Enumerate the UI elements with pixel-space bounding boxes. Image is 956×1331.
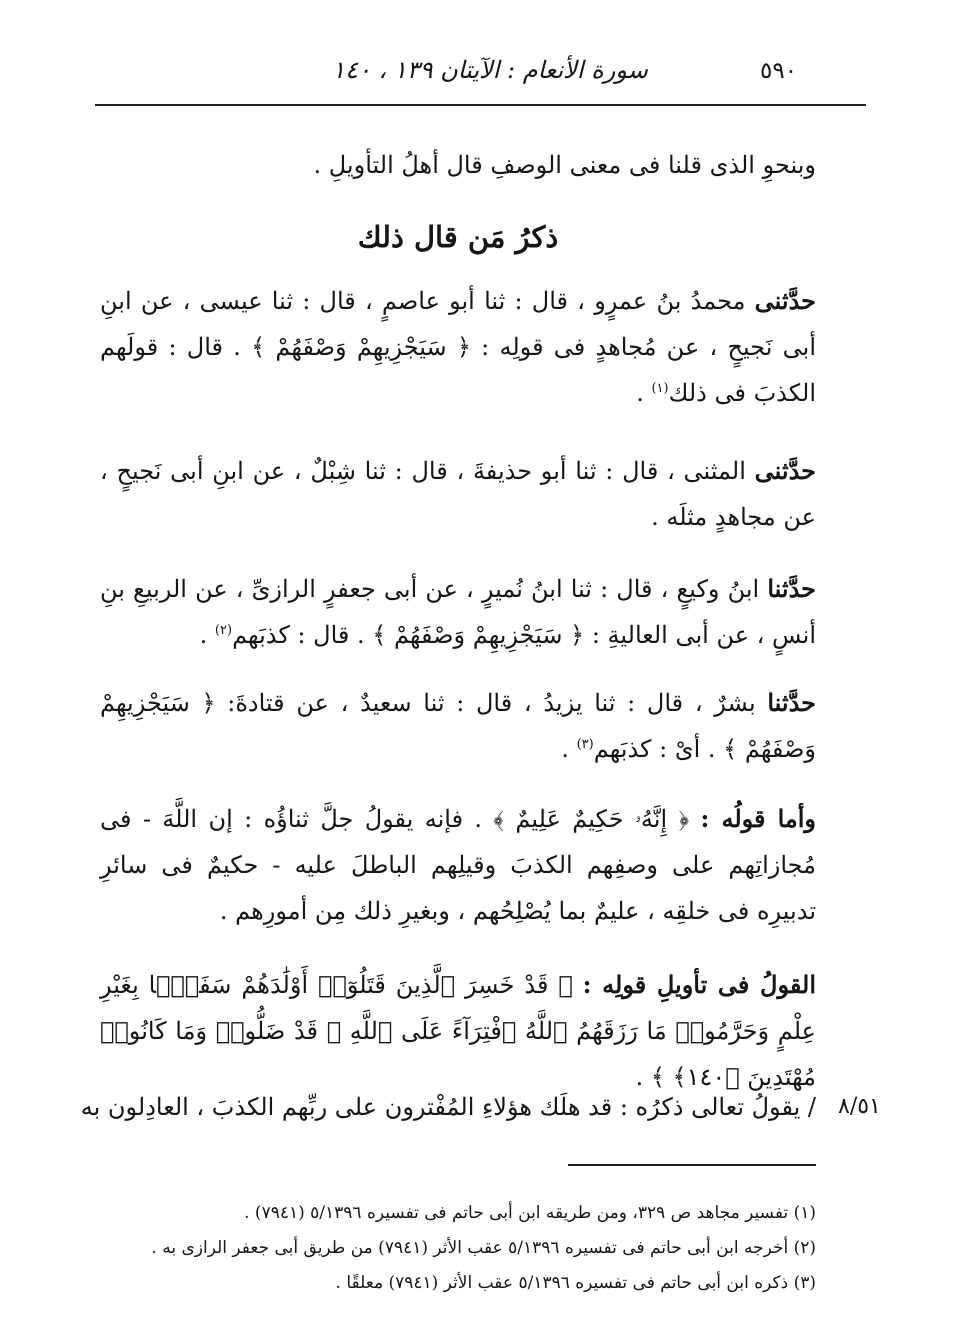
section-heading: ذكرُ مَن قال ذلك: [357, 220, 559, 254]
running-head: سورة الأنعام : الآيتان ١٣٩ ، ١٤٠: [332, 56, 648, 84]
paragraph-6-lead: القولُ فى تأويلِ قولِه :: [582, 970, 816, 999]
footnote-1: (١) تفسير مجاهد ص ٣٢٩، ومن طريقه ابن أبى حاتم فى تفسيره ٥/١٣٩٦ (٧٩٤١) .: [244, 1203, 816, 1223]
intro-line: وبنحوِ الذى قلنا فى معنى الوصفِ قال أهلُ التأويلِ .: [313, 151, 816, 179]
footnote-mark-3: (٣): [576, 737, 594, 752]
footnote-3: (٣) ذكره ابن أبى حاتم فى تفسيره ٥/١٣٩٦ عقب الأثر (٧٩٤١) معلقًا .: [335, 1273, 816, 1293]
footnote-rule: [568, 1164, 816, 1166]
margin-note: ٨/٥١: [838, 1094, 881, 1119]
paragraph-1-text: محمدُ بنُ عمرٍو ، قال : ثنا أبو عاصمٍ ، قال : ثنا عيسى ، عن ابنِ أبى نَجيحٍ ، عن مُجاهدٍ فى قولِه : ﴿ سَيَجْزِيهِمْ وَصْفَهُمْ ﴾ . قال : قولَهم الكذبَ فى ذلك: [100, 287, 816, 407]
paragraph-5-text: ﴿ إِنَّهُۥ حَكِيمٌ عَلِيمٌ ﴾ . فإنه يقولُ جلَّ ثناؤُه : إن اللَّهَ - فى مُجازاتِهم على وصفِهم الكذبَ وقيلِهم الباطلَ عليه - حكيمٌ فى سائرِ تدبيرِه فى خلقِه ، عليمٌ بما يُصْلِحُهم ، وبغيرِ ذلك مِن أمورِهم .: [100, 805, 816, 925]
paragraph-1-end: .: [636, 379, 652, 407]
paragraph-1-lead: حدَّثنى: [754, 286, 816, 315]
footnote-mark-1: (١): [651, 381, 669, 396]
page-number: ٥٩٠: [760, 58, 798, 84]
paragraph-3-lead: حدَّثنا: [767, 574, 816, 603]
footnotes: [100, 1196, 816, 1301]
paragraph-1: [100, 278, 816, 416]
paragraph-5-lead: وأما قولُه :: [700, 804, 817, 833]
paragraph-6-text: ﴿ قَدْ خَسِرَ ٱلَّذِينَ قَتَلُوٓا۟ أَوْلَٰدَهُمْ سَفَهًۢا بِغَيْرِ عِلْمٍ وَحَرَّمُوا۟ مَا رَزَقَهُمُ ٱللَّهُ ٱفْتِرَآءً عَلَى ٱللَّهِ ۚ قَدْ ضَلُّوا۟ وَمَا كَانُوا۟ مُهْتَدِينَ ﴿١٤٠﴾ ﴾ .: [100, 971, 816, 1091]
paragraph-3-text: ابنُ وكيعٍ ، قال : ثنا ابنُ نُميرٍ ، عن أبى جعفرٍ الرازىِّ ، عن الربيعِ بنِ أنسٍ ، عن أبى العاليةِ : ﴿ سَيَجْزِيهِمْ وَصْفَهُمْ ﴾ . قال : كذبَهم: [100, 575, 816, 649]
header-rule: [95, 104, 866, 106]
paragraph-6: [100, 962, 816, 1100]
paragraph-2: [100, 448, 816, 540]
paragraph-2-text: المثنى ، قال : ثنا أبو حذيفةَ ، قال : ثنا شِبْلٌ ، عن ابنِ أبى نَجيحٍ ، عن مجاهدٍ مثلَه .: [100, 457, 816, 531]
paragraph-5: [100, 796, 816, 934]
paragraph-2-lead: حدَّثنى: [754, 456, 816, 485]
footnote-2: (٢) أخرجه ابن أبى حاتم فى تفسيره ٥/١٣٩٦ عقب الأثر (٧٩٤١) من طريق أبى جعفر الرازى به .: [151, 1238, 816, 1258]
last-line: / يقولُ تعالى ذكرُه : قد هلَك هؤلاءِ المُفْترون على ربِّهم الكذبَ ، العادِلون به: [80, 1093, 816, 1121]
footnote-mark-2: (٢): [214, 623, 233, 638]
paragraph-3: [100, 566, 816, 658]
paragraph-4-end: .: [561, 735, 577, 763]
paragraph-4-lead: حدَّثنا: [767, 688, 816, 717]
paragraph-3-end: .: [199, 621, 215, 649]
paragraph-4: [100, 680, 816, 772]
paragraph-4-text: بشرٌ ، قال : ثنا يزيدُ ، قال : ثنا سعيدٌ ، عن قتادةَ: ﴿ سَيَجْزِيهِمْ وَصْفَهُمْ ﴾ . أىْ : كذبَهم: [100, 689, 816, 763]
